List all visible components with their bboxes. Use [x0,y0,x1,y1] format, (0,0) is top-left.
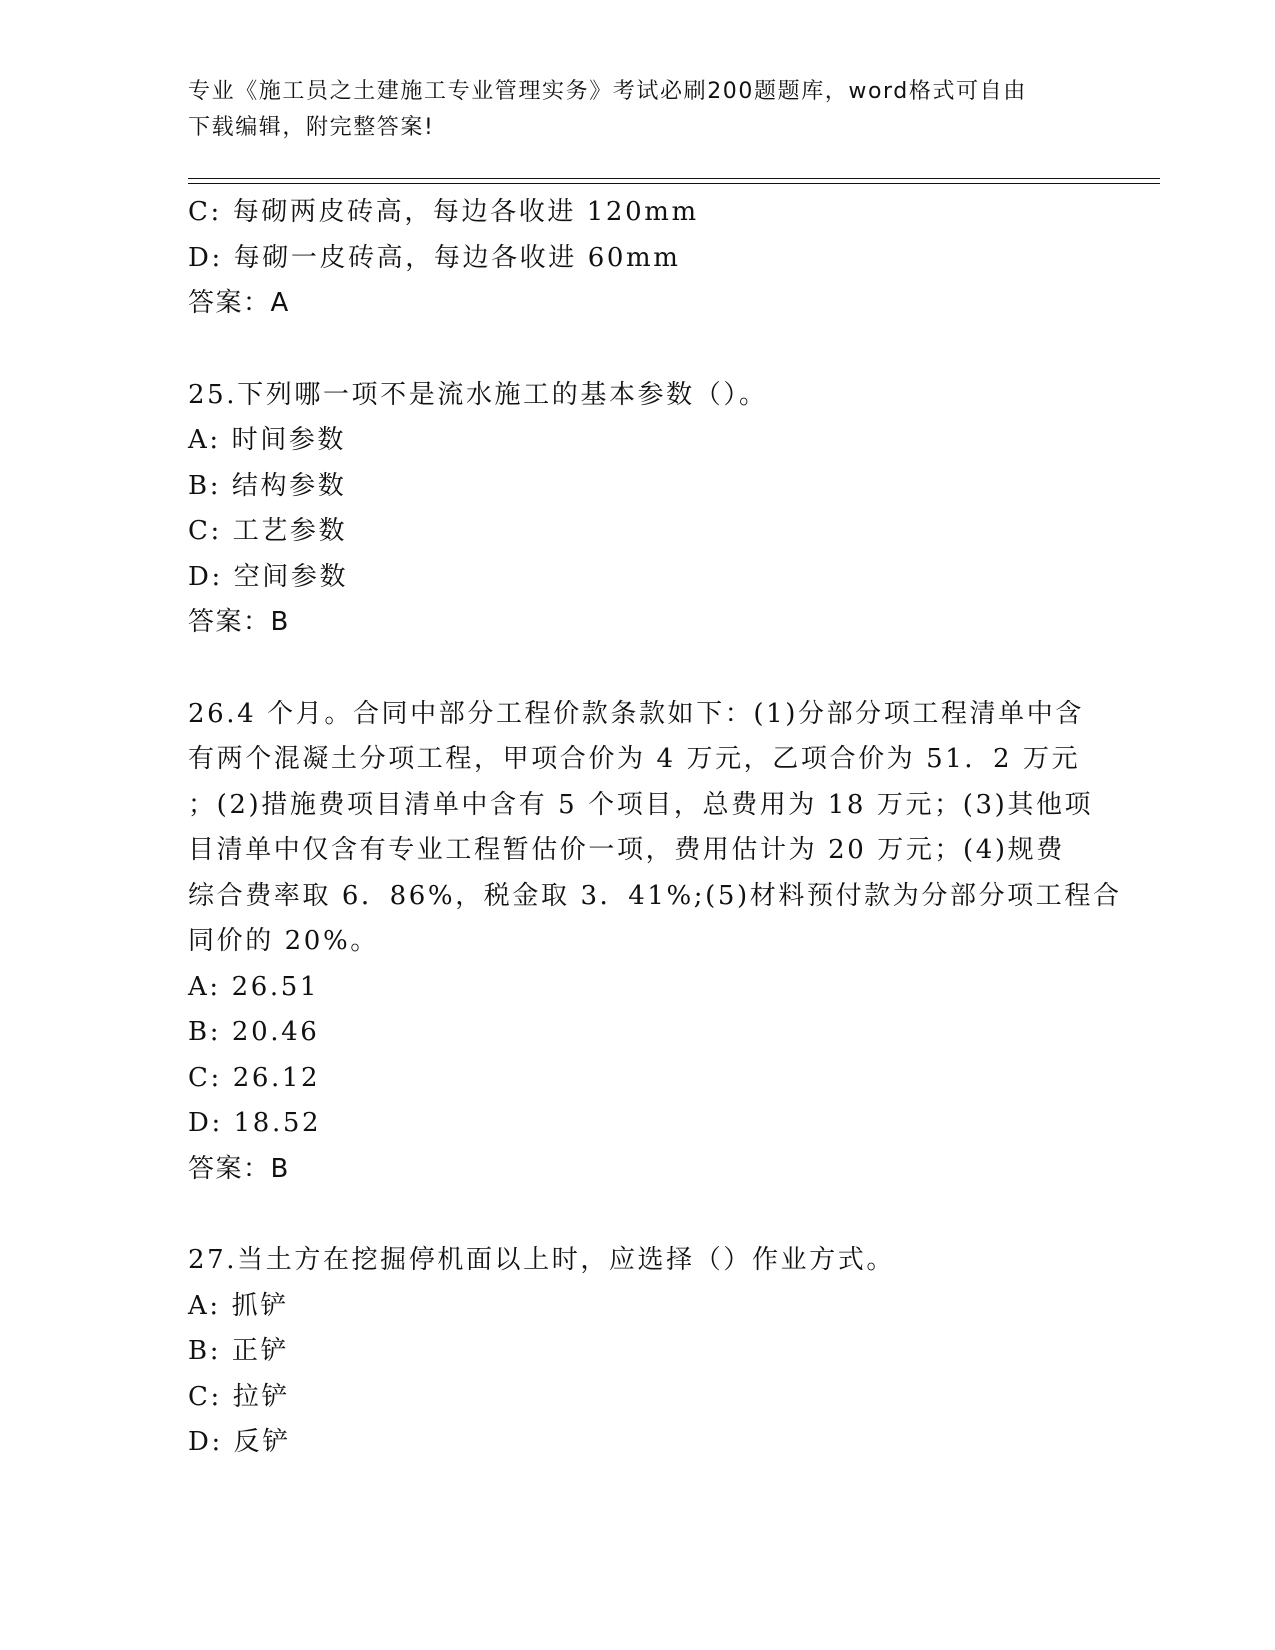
answer-line: 答案：B [188,607,290,637]
previous-question-tail [188,190,1088,327]
spacer [188,646,1088,692]
answer-line: 答案：B [188,1153,290,1184]
option-a: A: 时间参数 [188,425,347,455]
document-header [188,74,1068,146]
stem-line: 25.下列哪一项不是流水施工的基本参数（）。 [188,379,768,410]
option-d: D: 反铲 [188,1427,291,1457]
stem-line: 27.当土方在挖掘停机面以上时，应选择（）作业方式。 [188,1245,895,1275]
stem-line: 综合费率取 6．86%，税金取 3．41%;(5)材料预付款为分部分项工程合 [188,880,1122,911]
spacer [188,327,1088,373]
question-27 [188,1238,1088,1466]
question-stem [188,1238,1088,1284]
header-divider-bottom [188,183,1160,184]
stem-line: 同价的 20%。 [188,926,379,956]
header-divider-top [188,178,1160,179]
stem-line: 有两个混凝土分项工程，甲项合价为 4 万元，乙项合价为 51．2 万元 [188,744,1081,774]
stem-line: ；(2)措施费项目清单中含有 5 个项目，总费用为 18 万元；(3)其他项 [188,789,1094,820]
option-d: D: 空间参数 [188,561,349,592]
option-c: C: 工艺参数 [188,516,348,546]
question-stem [188,373,1088,419]
question-25 [188,373,1088,646]
stem-line: 目清单中仅含有专业工程暂估价一项，费用估计为 20 万元；(4)规费 [188,835,1065,865]
stem-line: 26.4 个月。合同中部分工程价款条款如下：(1)分部分项工程清单中含 [188,698,1084,729]
option-d: D: 每砌一皮砖高，每边各收进 60mm [188,242,681,273]
question-26 [188,692,1122,1193]
option-d: D: 18.52 [188,1108,322,1138]
question-stem [188,692,1122,965]
question-list [188,190,1122,1466]
option-c: C: 拉铲 [188,1381,290,1412]
option-b: B: 20.46 [188,1017,320,1047]
spacer [188,1192,1088,1238]
option-b: B: 正铲 [188,1336,290,1366]
answer-line: 答案：A [188,288,290,318]
option-c: C: 每砌两皮砖高，每边各收进 120mm [188,197,699,227]
option-a: A: 抓铲 [188,1290,289,1321]
option-c: C: 26.12 [188,1062,321,1093]
option-b: B: 结构参数 [188,470,347,501]
option-a: A: 26.51 [188,971,320,1002]
header-line-2: 下载编辑，附完整答案! [188,115,435,140]
header-line-1: 专业《施工员之土建施工专业管理实务》考试必刷200题题库，word格式可自由 [188,79,1027,104]
